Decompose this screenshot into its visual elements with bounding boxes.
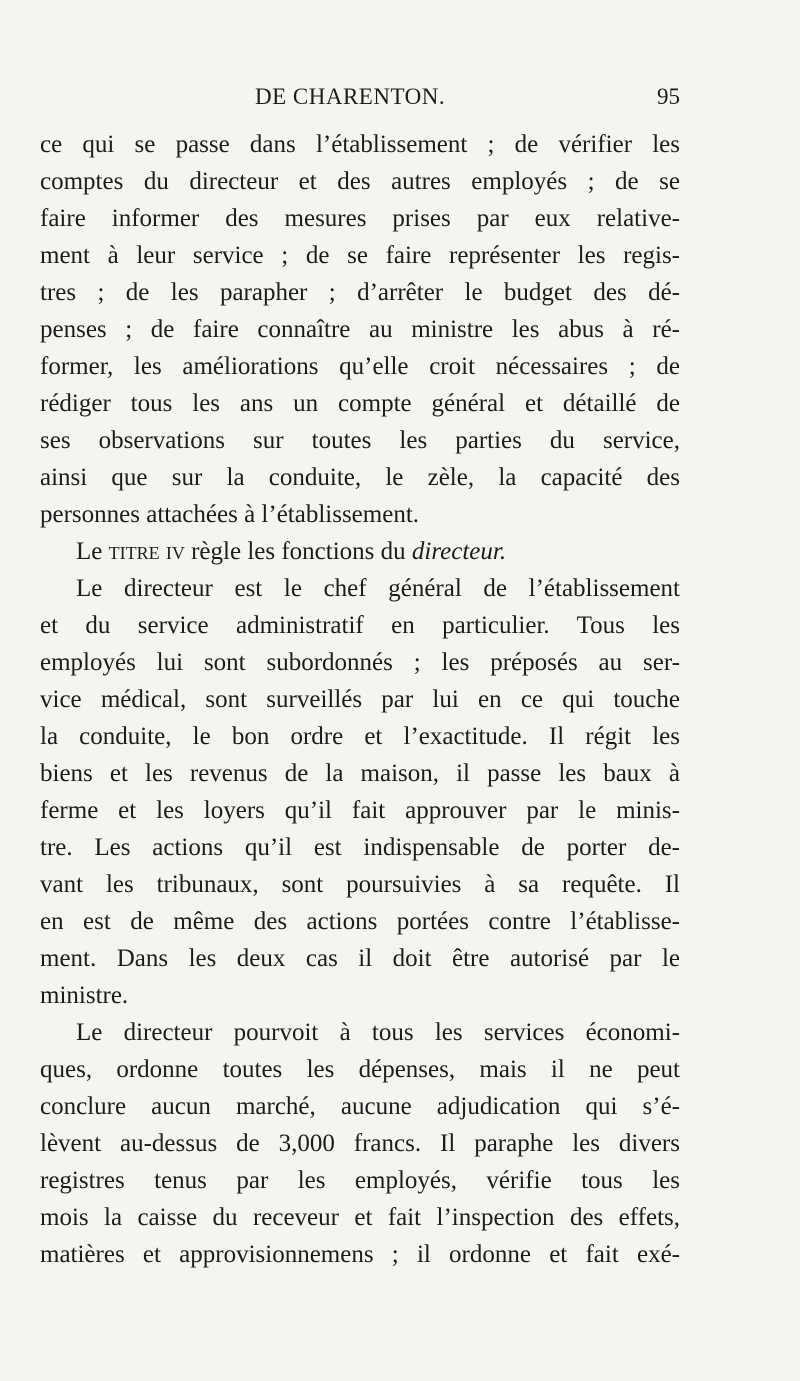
running-head: DE CHARENTON. <box>255 84 446 109</box>
text-line: tre. Les actions qu’il est indispensable de porter de- <box>40 834 680 861</box>
text-line: vant les tribunaux, sont poursuivies à sa requête. Il <box>40 871 680 898</box>
paragraph <box>40 570 680 1014</box>
text-run: Le <box>76 538 109 565</box>
paragraph <box>40 126 680 533</box>
paragraph <box>40 533 680 570</box>
page-header <box>40 84 680 114</box>
text-line: faire informer des mesures prises par eux relative- <box>40 205 680 232</box>
text-line: personnes attachées à l’établissement. <box>40 501 420 528</box>
text-line: rédiger tous les ans un compte général et détaillé de <box>40 390 680 417</box>
text-run: règle les fonctions du <box>184 538 412 565</box>
text-line: mois la caisse du receveur et fait l’inspection des effets, <box>40 1204 680 1231</box>
text-line: ment. Dans les deux cas il doit être autorisé par le <box>40 945 680 972</box>
text-line: la conduite, le bon ordre et l’exactitude. Il régit les <box>40 723 680 750</box>
italic-term: directeur. <box>411 538 507 565</box>
text-line: ce qui se passe dans l’établissement ; de vérifier les <box>40 131 680 158</box>
text-line: tres ; de les parapher ; d’arrêter le budget des dé- <box>40 279 680 306</box>
text-line: former, les améliorations qu’elle croit nécessaires ; de <box>40 353 680 380</box>
text-line: conclure aucun marché, aucune adjudication qui s’é- <box>40 1093 680 1120</box>
text-line: lèvent au-dessus de 3,000 francs. Il paraphe les divers <box>40 1130 680 1157</box>
page-number: 95 <box>657 84 680 109</box>
text-line: ses observations sur toutes les parties du service, <box>40 427 680 454</box>
text-line: penses ; de faire connaître au ministre les abus à ré- <box>40 316 680 343</box>
title-reference: titre iv <box>108 538 185 565</box>
text-line: ques, ordonne toutes les dépenses, mais il ne peut <box>40 1056 680 1083</box>
text-line: vice médical, sont surveillés par lui en ce qui touche <box>40 686 680 713</box>
text-line: ainsi que sur la conduite, le zèle, la capacité des <box>40 464 680 491</box>
text-line: comptes du directeur et des autres employés ; de se <box>40 168 680 195</box>
text-line: ment à leur service ; de se faire représenter les regis- <box>40 242 680 269</box>
text-line: en est de même des actions portées contre l’établisse- <box>40 908 680 935</box>
text-line <box>40 533 680 570</box>
text-line: employés lui sont subordonnés ; les préposés au ser- <box>40 649 680 676</box>
page-body <box>40 126 680 1273</box>
text-line: matières et approvisionnemens ; il ordonne et fait exé- <box>40 1241 680 1268</box>
text-line: biens et les revenus de la maison, il passe les baux à <box>40 760 680 787</box>
text-line: registres tenus par les employés, vérifie tous les <box>40 1167 680 1194</box>
text-line: Le directeur est le chef général de l’établissement <box>76 575 680 602</box>
text-line: ministre. <box>40 982 129 1009</box>
paragraph <box>40 1014 680 1273</box>
text-line: ferme et les loyers qu’il fait approuver par le minis- <box>40 797 680 824</box>
text-line: Le directeur pourvoit à tous les services économi- <box>76 1019 680 1046</box>
text-line: et du service administratif en particulier. Tous les <box>40 612 680 639</box>
